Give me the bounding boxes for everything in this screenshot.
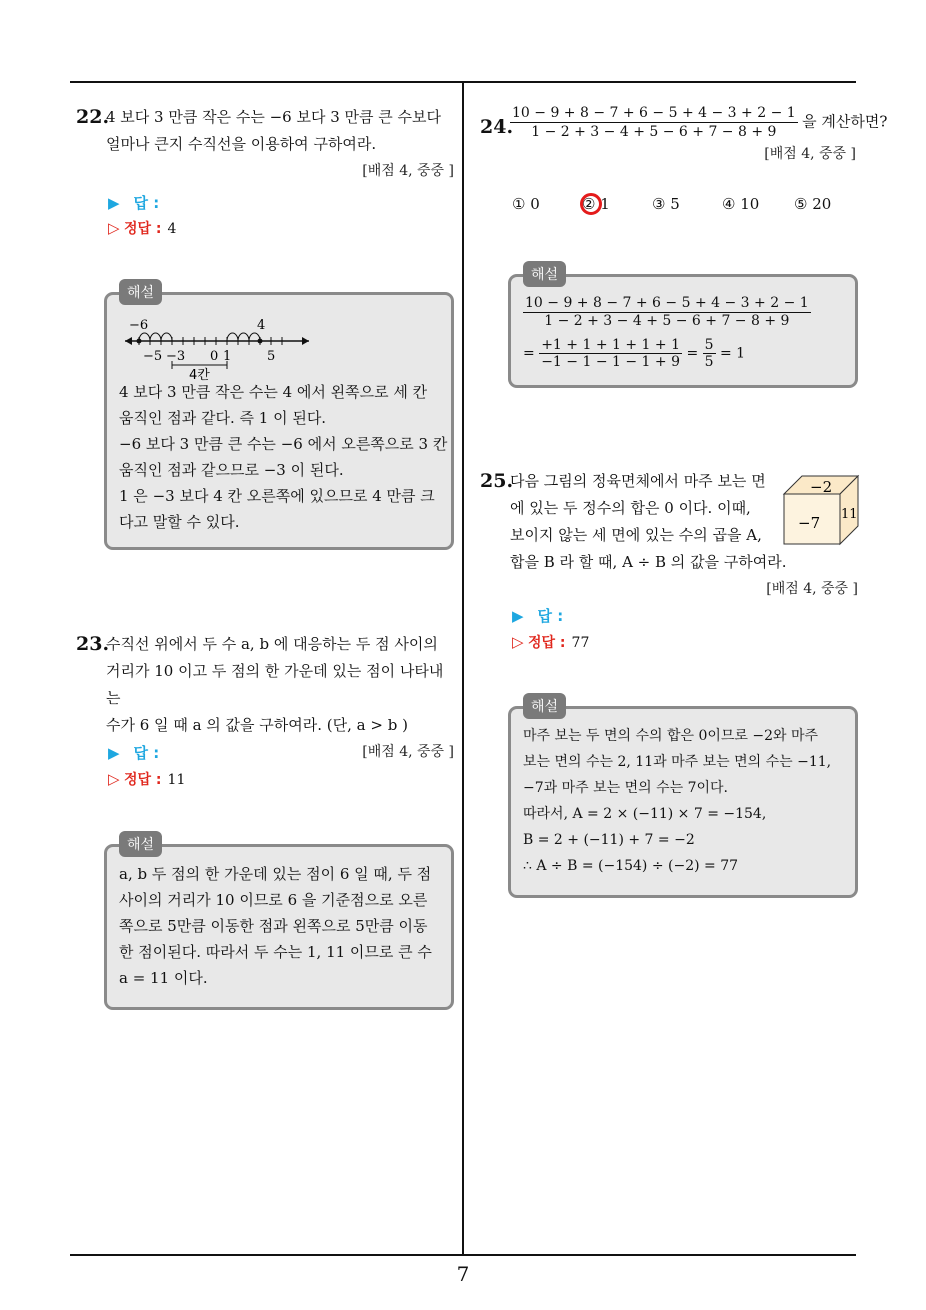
explanation-text: 마주 보는 두 면의 수의 합은 0이므로 −2와 마주 보는 면의 수는 2, 11과 마주 보는 면의 수는 −11, −7과 마주 보는 면의 수는 7이다. 따라서, A = 2 × (−11) × 7 = −154, B = 2 + (−11) + 7 = −2 ∴ A ÷ B = (−154) ÷ (−2) = 77	[523, 728, 832, 874]
correct-answer-row	[512, 632, 589, 652]
question-22	[76, 104, 454, 185]
cube-top-value: −2	[810, 478, 833, 496]
question-number: 22.	[76, 106, 110, 128]
choice-1[interactable]: ① 0	[512, 195, 540, 213]
explanation-box-24	[508, 267, 858, 388]
answer-label: 답 :	[133, 194, 160, 212]
explanation-box-23	[104, 837, 454, 1010]
numline-label-right: 4	[257, 318, 266, 333]
answer-row	[108, 192, 159, 213]
explanation-tag: 해설	[523, 693, 566, 719]
tick-label: −5	[143, 349, 163, 364]
choice-2[interactable]: ② 1	[582, 195, 610, 213]
tick-label: 1	[223, 349, 232, 364]
correct-label: 정답 :	[528, 635, 566, 651]
question-text: 수직선 위에서 두 수 a, b 에 대응하는 두 점 사이의 거리가 10 이고 두 점의 한 가운데 있는 점이 나타내는 수가 6 일 때 a 의 값을 구하여라. (단, a > b )	[106, 635, 444, 734]
question-fraction: $\frac{10 - 9 + 8 - 7 + 6 - 5 + 4 - 3 + 2 - 1}{1 - 2 + 3 - 4 + 5 - 6 + 7 - 8 + 9}$	[512, 105, 796, 140]
explanation-tag: 해설	[119, 831, 162, 857]
selected-mark-icon	[580, 193, 602, 215]
correct-answer-row	[108, 218, 176, 238]
choice-4[interactable]: ④ 10	[722, 195, 760, 213]
question-number: 25.	[480, 470, 514, 492]
explanation-tag: 해설	[523, 261, 566, 287]
explanation-box-22	[104, 285, 454, 550]
explanation-box-25	[508, 699, 858, 898]
points-label: [배점 4, 중중 ]	[362, 163, 454, 179]
question-number: 23.	[76, 633, 110, 655]
tick-label: −3	[166, 349, 186, 364]
explanation-tag: 해설	[119, 279, 162, 305]
explanation-text: a, b 두 점의 한 가운데 있는 점이 6 일 때, 두 점 사이의 거리가 10 이므로 6 을 기준점으로 오른 쪽으로 5만큼 이동한 점과 왼쪽으로 5만큼 이동 한 점이된다. 따라서 두 수는 1, 11 이므로 큰 수 a = 11 이다.	[119, 865, 432, 987]
cube-figure	[780, 472, 860, 548]
points-label: [배점 4, 중중 ]	[362, 744, 454, 760]
solution-line-2: = $\frac{+1 + 1 + 1 + 1 + 1}{-1 - 1 - 1 - 1 + 9}$ = $\frac{5}{5}$ = 1	[523, 337, 746, 370]
correct-arrow-icon: ▷	[108, 770, 120, 788]
answer-row	[512, 605, 563, 626]
question-text: $\frac{10 - 9 + 8 - 7 + 6 - 5 + 4 - 3 + 2 - 1}{1 - 2 + 3 - 4 + 5 - 6 + 7 - 8 + 9}$ 을 계산하면?	[512, 105, 888, 140]
bottom-rule	[70, 1254, 856, 1256]
question-24	[480, 104, 888, 168]
correct-arrow-icon: ▷	[108, 219, 120, 237]
number-line-figure	[117, 315, 317, 381]
answer-row	[108, 742, 159, 763]
correct-value: 4	[167, 221, 177, 237]
answer-arrow-icon: ▶	[512, 607, 524, 625]
answer-label: 답 :	[133, 744, 160, 762]
column-divider	[462, 82, 464, 1256]
solution-line-1	[523, 295, 811, 330]
correct-value: 77	[571, 635, 590, 651]
cube-front-value: −7	[798, 514, 821, 532]
answer-label: 답 :	[537, 607, 564, 625]
answer-arrow-icon: ▶	[108, 194, 120, 212]
question-text: 다음 그림의 정육면체에서 마주 보는 면 에 있는 두 정수의 합은 0 이다. 이때, 보이지 않는 세 면에 있는 수의 곱을 A, 합을 B 라 할 때, A ÷ B 의 값을 구하여라.	[510, 472, 787, 571]
solution-fraction: $\frac{10 - 9 + 8 - 7 + 6 - 5 + 4 - 3 + 2 - 1}{1 - 2 + 3 - 4 + 5 - 6 + 7 - 8 + 9}$	[525, 295, 809, 329]
tick-label: 0	[210, 349, 219, 364]
cube-side-value: 11	[841, 507, 858, 522]
correct-answer-row	[108, 769, 185, 789]
question-text: 4 보다 3 만큼 작은 수는 −6 보다 3 만큼 큰 수보다 얼마나 큰지 수직선을 이용하여 구하여라.	[106, 108, 442, 153]
tick-label: 5	[267, 349, 276, 364]
question-number: 24.	[480, 116, 514, 138]
numline-label-left: −6	[129, 318, 149, 333]
points-label: [배점 4, 중중 ]	[764, 146, 856, 162]
choice-3[interactable]: ③ 5	[652, 195, 680, 213]
answer-arrow-icon: ▶	[108, 744, 120, 762]
explanation-text: 4 보다 3 만큼 작은 수는 4 에서 왼쪽으로 세 칸 움직인 점과 같다. 즉 1 이 된다. −6 보다 3 만큼 큰 수는 −6 에서 오른쪽으로 3 칸 움직인 점과 같으므로 −3 이 된다. 1 은 −3 보다 4 칸 오른쪽에 있으므로 4 만큼 크 다고 말할 수 있다.	[119, 383, 448, 531]
choice-5[interactable]: ⑤ 20	[794, 195, 832, 213]
correct-label: 정답 :	[124, 772, 162, 788]
correct-label: 정답 :	[124, 221, 162, 237]
choices	[512, 195, 852, 219]
correct-value: 11	[167, 772, 186, 788]
points-label: [배점 4, 중중 ]	[766, 581, 858, 597]
correct-arrow-icon: ▷	[512, 633, 524, 651]
page-number: 7	[456, 1262, 470, 1286]
span-label: 4칸	[189, 368, 210, 381]
